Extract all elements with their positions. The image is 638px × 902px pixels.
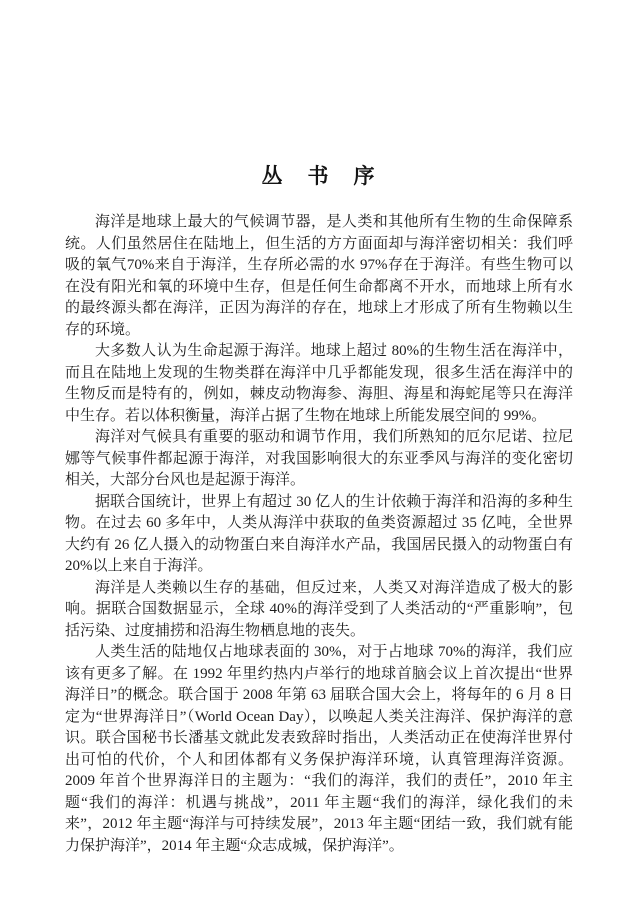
body-paragraph: 人类生活的陆地仅占地球表面的 30%，对于占地球 70%的海洋，我们应该有更多了解。在 1992 年里约热内卢举行的地球首脑会议上首次提出“世界海洋日”的概念。联合国于 2008 年第 63 届联合国大会上，将每年的 6 月 8 日定为“世界海洋日”（World Ocean Day），以唤起人类关注海洋、保护海洋的意识。联合国秘书长潘基文就此发表致辞时指出，人类活动正在使海洋世界付出可怕的代价，个人和团体都有义务保护海洋环境，认真管理海洋资源。2009 年首个世界海洋日的主题为：“我们的海洋，我们的责任”，2010 年主题“我们的海洋：机遇与挑战”，2011 年主题“我们的海洋，绿化我们的未来”，2012 年主题“海洋与可持续发展”，2013 年主题“团结一致，我们就有能力保护海洋”，2014 年主题“众志成城，保护海洋”。 — [65, 644, 573, 854]
body-paragraph: 大多数人认为生命起源于海洋。地球上超过 80%的生物生活在海洋中，而且在陆地上发现的生物类群在海洋中几乎都能发现，很多生活在海洋中的生物反而是特有的，例如，棘皮动物海参、海胆、海星和海蛇尾等只在海洋中生存。若以体积衡量，海洋占据了生物在地球上所能发展空间的 99%。 — [65, 343, 573, 424]
page-title: 丛 书 序 — [261, 164, 377, 188]
body-paragraph: 海洋对气候具有重要的驱动和调节作用，我们所熟知的厄尔尼诺、拉尼娜等气候事件都起源于海洋，对我国影响很大的东亚季风与海洋的变化密切相关，大部分台风也是起源于海洋。 — [65, 429, 573, 488]
body-paragraph: 海洋是地球上最大的气候调节器，是人类和其他所有生物的生命保障系统。人们虽然居住在陆地上，但生活的方方面面却与海洋密切相关：我们呼吸的氧气70%来自于海洋，生存所必需的水 97%存在于海洋。有些生物可以在没有阳光和氧的环境中生存，但是任何生命都离不开水，而地球上所有水的最终源头都在海洋，正因为海洋的存在，地球上才形成了所有生物赖以生存的环境。 — [65, 214, 573, 338]
body-paragraph: 据联合国统计，世界上有超过 30 亿人的生计依赖于海洋和沿海的多种生物。在过去 60 多年中，人类从海洋中获取的鱼类资源超过 35 亿吨，全世界大约有 26 亿人摄入的动物蛋白来自海洋水产品，我国居民摄入的动物蛋白有 20%以上来自于海洋。 — [65, 493, 573, 574]
body-paragraph: 海洋是人类赖以生存的基础，但反过来，人类又对海洋造成了极大的影响。据联合国数据显示，全球 40%的海洋受到了人类活动的“严重影响”，包括污染、过度捕捞和沿海生物栖息地的丧失。 — [65, 579, 573, 639]
preface-body — [65, 212, 573, 857]
